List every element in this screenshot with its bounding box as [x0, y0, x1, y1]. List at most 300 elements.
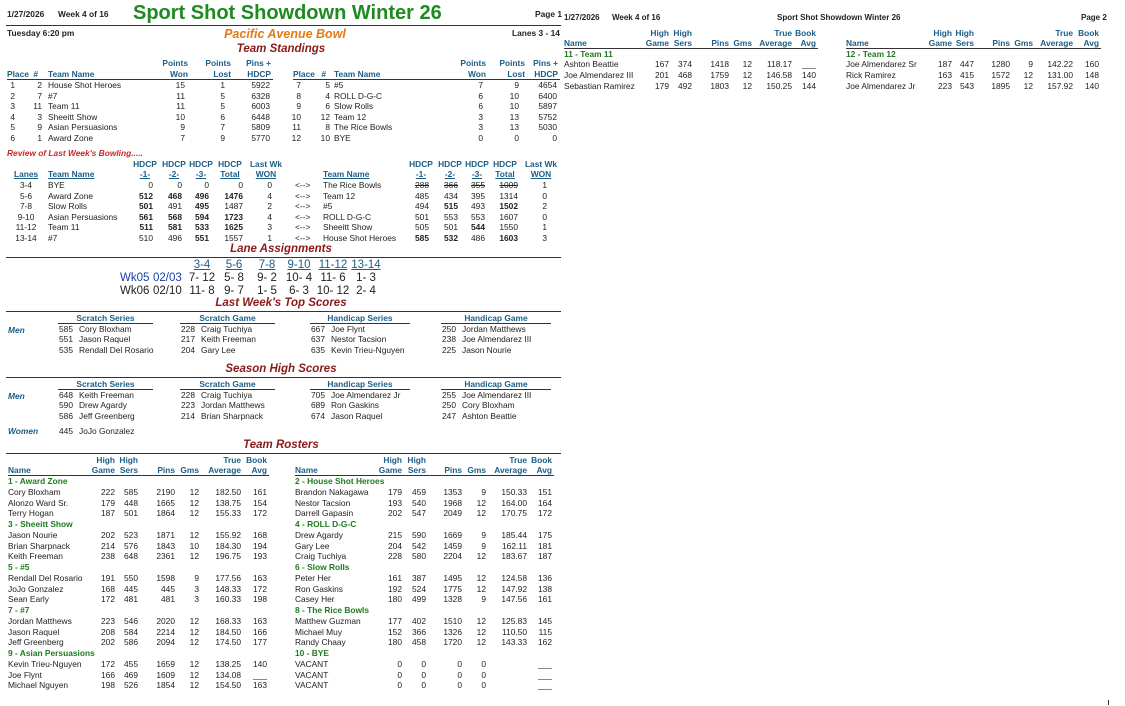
- p2-team-name: 12 - Team 12: [846, 49, 896, 59]
- standings-pins-hdcp: 6400: [538, 90, 557, 101]
- standings-header-num: #: [33, 69, 38, 79]
- roster-high-series: 0: [421, 669, 426, 680]
- review-game-score: 496: [195, 190, 209, 201]
- lane-assignments: [0, 258, 562, 298]
- standings-pins-hdcp: 5770: [251, 132, 270, 143]
- review-total: 1009: [499, 180, 518, 190]
- review-total: 1502: [499, 201, 518, 212]
- review-game-score: 486: [471, 233, 485, 243]
- standings-points-won: 7: [478, 80, 483, 90]
- roster-true-average: 184.50: [215, 626, 241, 637]
- review-team-name: #5: [323, 201, 333, 212]
- review-header-game2: HDCP: [162, 159, 186, 169]
- score-value: 250: [442, 324, 456, 334]
- review-game-score: 533: [195, 222, 209, 233]
- review-lanes: 13-14: [15, 233, 37, 243]
- p2-header-high-series: High: [955, 28, 974, 38]
- p2-header-true-average: True: [1055, 28, 1073, 38]
- standings-points-lost: 7: [220, 122, 225, 132]
- roster-player-name: Terry Hogan: [8, 508, 54, 519]
- roster-pins: 1495: [443, 572, 462, 583]
- standings-team-name: #7: [48, 90, 58, 101]
- review-arrow: <-->: [295, 211, 311, 222]
- roster-book-average: 194: [253, 540, 267, 551]
- standings-team-name: ROLL D-G-C: [334, 90, 383, 101]
- roster-high-series: 387: [412, 572, 426, 583]
- review-header-game1: HDCP: [133, 159, 157, 169]
- review-game-score: 511: [139, 222, 153, 233]
- review-game-score: 495: [195, 201, 209, 212]
- lane-date: 02/10: [153, 285, 182, 297]
- review-team-name: The Rice Bowls: [323, 180, 382, 190]
- p2-header-book-average: Book: [1078, 28, 1099, 38]
- roster-games: 12: [189, 626, 199, 637]
- roster-right-header-high-game: High: [383, 455, 402, 465]
- roster-player-name: Randy Chaay: [295, 637, 346, 648]
- roster-pins: 2094: [156, 637, 175, 648]
- roster-true-average: 183.67: [501, 551, 527, 562]
- review-arrow: <-->: [295, 190, 311, 201]
- top-scores-title: Last Week's Top Scores: [215, 297, 347, 309]
- roster-high-series: 0: [421, 680, 426, 691]
- lane-pairing: 2- 4: [356, 285, 376, 297]
- roster-high-game: 238: [101, 551, 115, 562]
- review-total: 1557: [224, 233, 243, 243]
- standings-place: 5: [10, 122, 15, 132]
- score-value: 223: [181, 400, 195, 411]
- standings-points-won: 10: [175, 111, 185, 122]
- roster-games: 9: [481, 540, 486, 551]
- roster-high-series: 586: [124, 637, 138, 648]
- roster-high-series: 459: [412, 486, 426, 497]
- lane-header: 5-6: [225, 259, 243, 271]
- p2-high-series: 447: [960, 59, 974, 69]
- roster-pins: 1609: [156, 669, 175, 680]
- review-arrow: <-->: [295, 201, 311, 212]
- roster-player-name: Drew Agardy: [295, 529, 343, 540]
- standings-points-lost: 6: [220, 111, 225, 122]
- standings-header-team: Team Name: [48, 69, 95, 79]
- page2-page-number: Page 2: [1081, 13, 1107, 22]
- review-arrow: <-->: [295, 233, 311, 243]
- score-value: 648: [59, 390, 73, 400]
- roster-book-average: 172: [538, 508, 552, 519]
- score-bowler-name: Kevin Trieu-Nguyen: [331, 344, 405, 355]
- standings-points-won: 15: [175, 80, 185, 90]
- p2-pins: 1280: [991, 59, 1010, 69]
- score-value: 551: [59, 334, 73, 345]
- score-value: 250: [442, 400, 456, 411]
- roster-book-average: 172: [253, 583, 267, 594]
- standings-team-name: Slow Rolls: [334, 101, 374, 111]
- roster-player-name: Sean Early: [8, 594, 49, 605]
- standings-header-place: Place: [7, 69, 29, 79]
- review-team-name: House Shot Heroes: [323, 233, 397, 243]
- score-bowler-name: Cory Bloxham: [79, 324, 132, 334]
- roster-true-average: 147.56: [501, 594, 527, 605]
- lane-pairing: 5- 8: [224, 272, 244, 284]
- standings-header-hdcp: Pins +: [533, 58, 558, 68]
- roster-games: 12: [189, 637, 199, 648]
- review-game-score: 288: [415, 180, 429, 190]
- p2-header-name: Name: [846, 38, 869, 48]
- review-team-name: Sheeitt Show: [323, 222, 373, 233]
- roster-high-game: 208: [101, 626, 115, 637]
- lane-header: 11-12: [318, 259, 348, 271]
- roster-high-game: 180: [388, 594, 402, 605]
- standings-points-won: 6: [478, 101, 483, 111]
- review-team-name: BYE: [48, 180, 65, 190]
- p2-header-true-average: Average: [1040, 38, 1073, 48]
- standings-place: 3: [10, 101, 15, 111]
- top-scores: [0, 312, 562, 362]
- roster-games: 12: [476, 551, 486, 562]
- review-game-score: 553: [444, 211, 458, 222]
- roster-high-series: 499: [412, 594, 426, 605]
- score-category-header: Handicap Series: [327, 379, 393, 389]
- roster-left-header-games: Gms: [180, 465, 199, 475]
- standings-team-number: 11: [33, 101, 42, 111]
- standings-header-hdcp: Pins +: [246, 58, 271, 68]
- review-won: 3: [542, 233, 547, 243]
- roster-pins: 1459: [443, 540, 462, 551]
- roster-games: 9: [194, 572, 199, 583]
- lane-pairing: 9- 7: [224, 285, 244, 297]
- roster-player-name: Peter Her: [295, 572, 331, 583]
- standings-team-name: Team 12: [334, 111, 367, 122]
- roster-book-average: 177: [253, 637, 267, 648]
- review-total: 1723: [224, 211, 243, 222]
- score-bowler-name: Joe Almendarez Jr: [331, 390, 401, 400]
- review-won: 1: [267, 233, 272, 243]
- score-bowler-name: Craig Tuchiya: [201, 324, 253, 334]
- roster-pins: 2361: [156, 551, 175, 562]
- roster-true-average: 177.56: [215, 572, 241, 583]
- standings-team-name: Asian Persuasions: [48, 122, 118, 132]
- roster-player-name: Nestor Tacsion: [295, 497, 351, 508]
- roster-high-series: 542: [412, 540, 426, 551]
- standings-place: 2: [10, 90, 15, 101]
- roster-games: 12: [476, 572, 486, 583]
- review-game-score: 501: [444, 222, 458, 233]
- roster-high-series: 584: [124, 626, 138, 637]
- roster-player-name: Jordan Matthews: [8, 615, 72, 626]
- review-lanes: 3-4: [19, 180, 33, 190]
- roster-true-average: 196.75: [215, 551, 241, 562]
- review-header-won: Last Wk: [524, 159, 558, 169]
- review-header-total: Total: [220, 169, 240, 179]
- standings-place: 1: [10, 80, 15, 90]
- standings-header-place: Place: [293, 69, 315, 79]
- score-value: 590: [59, 400, 73, 411]
- p2-header-pins: Pins: [992, 38, 1010, 48]
- review-won: 1: [542, 180, 547, 190]
- roster-pins: 0: [457, 658, 462, 669]
- roster-left-header-book-average: Avg: [251, 465, 267, 475]
- review-game-score: 585: [415, 233, 429, 243]
- review-header-won: WON: [530, 169, 552, 179]
- review-arrow: <-->: [295, 222, 311, 233]
- roster-true-average: 168.33: [215, 615, 241, 626]
- review-header-game3: -3-: [195, 169, 207, 179]
- roster-high-series: 585: [124, 486, 138, 497]
- review-header-won: Last Wk: [249, 159, 283, 169]
- standings-header-num: #: [321, 69, 326, 79]
- standings-pins-hdcp: 4654: [538, 80, 557, 90]
- roster-high-series: 523: [124, 529, 138, 540]
- standings-pins-hdcp: 5809: [251, 122, 270, 132]
- review-game-score: 491: [168, 201, 182, 212]
- review-total: 1476: [224, 190, 243, 201]
- roster-player-name: Alonzo Ward Sr.: [8, 497, 69, 508]
- roster-games: 10: [189, 540, 199, 551]
- score-value: 255: [442, 390, 456, 400]
- lane-pairing: 10- 4: [285, 272, 313, 284]
- p2-true-average: 150.25: [766, 80, 792, 91]
- standings-team-name: Award Zone: [48, 132, 94, 143]
- bowling-center: Pacific Avenue Bowl: [224, 27, 346, 41]
- roster-true-average: 143.33: [501, 637, 527, 648]
- standings-points-won: 11: [176, 90, 185, 101]
- standings-pins-hdcp: 0: [552, 132, 557, 143]
- roster-player-name: Gary Lee: [295, 540, 330, 551]
- score-bowler-name: Gary Lee: [201, 344, 236, 355]
- roster-book-average: 164: [538, 497, 552, 508]
- review-total: 1314: [499, 190, 518, 201]
- p2-true-average: 118.17: [767, 59, 792, 69]
- score-category-header: Scratch Series: [76, 379, 135, 389]
- roster-pins: 2049: [443, 508, 462, 519]
- review-team-name: Award Zone: [48, 190, 94, 201]
- score-value: 635: [311, 344, 325, 355]
- p2-header-high-game: High: [650, 28, 669, 38]
- roster-high-series: 469: [124, 669, 138, 680]
- roster-high-game: 166: [101, 669, 115, 680]
- lane-week: Wk05: [120, 272, 150, 284]
- roster-team-name: 5 - #5: [8, 562, 30, 572]
- standings-pins-hdcp: 5922: [251, 80, 270, 90]
- p2-high-game: 201: [655, 69, 669, 80]
- roster-games: 12: [476, 615, 486, 626]
- p2-games: 12: [742, 80, 752, 91]
- roster-team-name: 3 - Sheeitt Show: [8, 519, 73, 529]
- review-game-score: 395: [471, 190, 485, 201]
- roster-games: 12: [189, 486, 199, 497]
- score-gender-label: Women: [8, 426, 39, 436]
- lane-pairing: 7- 12: [188, 272, 216, 284]
- p2-pins: 1803: [710, 80, 729, 91]
- review-header-game2: HDCP: [438, 159, 462, 169]
- lane-pairing: 10- 12: [316, 285, 350, 297]
- page2-date: 1/27/2026: [564, 13, 600, 22]
- p2-true-average: 131.00: [1047, 69, 1073, 80]
- roster-team-name: 2 - House Shot Heroes: [295, 476, 385, 486]
- score-value: 586: [59, 410, 73, 421]
- roster-true-average: 182.50: [215, 486, 241, 497]
- score-gender-label: Men: [8, 325, 25, 335]
- roster-high-game: 202: [101, 529, 115, 540]
- standings-team-name: Team 11: [48, 101, 80, 111]
- p2-high-series: 468: [678, 69, 692, 80]
- roster-player-name: VACANT: [295, 669, 329, 680]
- score-bowler-name: Cory Bloxham: [462, 400, 515, 411]
- review-header-won: WON: [255, 169, 277, 179]
- review-game-score: 512: [139, 190, 153, 201]
- roster-right-header-high-series: High: [407, 455, 426, 465]
- standings-points-won: 3: [478, 111, 483, 122]
- p2-header-high-series: High: [673, 28, 692, 38]
- roster-player-name: Michael Nguyen: [8, 680, 69, 691]
- roster-left-header-book-average: Book: [246, 455, 267, 465]
- p2-book-average: 140: [802, 69, 816, 80]
- lane-pairing: 1- 3: [356, 272, 376, 284]
- score-value: 225: [442, 344, 456, 355]
- standings-points-lost: 10: [509, 101, 519, 111]
- season-high-title: Season High Scores: [225, 363, 337, 375]
- roster-games: 12: [476, 583, 486, 594]
- lane-date: 02/03: [153, 272, 182, 284]
- roster-left-header-high-game: High: [96, 455, 115, 465]
- standings-place: 9: [296, 101, 301, 111]
- standings-header-won: Won: [170, 69, 188, 79]
- p2-high-game: 179: [655, 80, 669, 91]
- standings-points-lost: 9: [220, 132, 225, 143]
- review-header-game1: -1-: [139, 169, 151, 179]
- review-header-game1: -1-: [415, 169, 427, 179]
- roster-high-game: 0: [397, 680, 402, 691]
- roster-right-header-games: Gms: [467, 465, 486, 475]
- roster-player-name: Cory Bloxham: [8, 486, 61, 497]
- roster-book-average: 163: [253, 680, 267, 691]
- standings-header-team: Team Name: [334, 69, 381, 79]
- p2-high-game: 167: [655, 59, 669, 69]
- review-team-name: Slow Rolls: [48, 201, 88, 212]
- page1-week: Week 4 of 16: [58, 9, 109, 19]
- score-category-header: Handicap Game: [464, 379, 528, 389]
- review-lanes: 9-10: [17, 211, 35, 222]
- roster-left-header-name: Name: [8, 465, 31, 475]
- review-game-score: 510: [139, 233, 153, 243]
- roster-pins: 1328: [443, 594, 462, 605]
- roster-book-average: 151: [538, 486, 552, 497]
- score-value: 238: [442, 334, 456, 345]
- roster-pins: 1353: [443, 486, 462, 497]
- standings-points-lost: 9: [514, 80, 519, 90]
- standings-place: 7: [296, 80, 301, 90]
- page1-page-number: Page 1: [535, 9, 563, 19]
- roster-true-average: 148.33: [215, 583, 241, 594]
- roster-high-game: 191: [101, 572, 115, 583]
- roster-player-name: Jason Raquel: [8, 626, 60, 637]
- standings-header-won: Points: [162, 58, 188, 68]
- review-game-score: 581: [168, 222, 182, 233]
- roster-pins: 1968: [443, 497, 462, 508]
- roster-high-game: 180: [388, 637, 402, 648]
- score-category-header: Scratch Game: [199, 379, 256, 389]
- p2-true-average: 157.92: [1047, 80, 1073, 91]
- roster-high-series: 547: [412, 508, 426, 519]
- page2-week: Week 4 of 16: [612, 13, 661, 22]
- roster-team-name: 10 - BYE: [295, 648, 329, 658]
- score-bowler-name: Jason Raquel: [79, 334, 131, 345]
- p2-games: 9: [1028, 59, 1033, 69]
- review-game-score: 501: [415, 211, 429, 222]
- p2-header-true-average: Average: [759, 38, 792, 48]
- roster-pins: 2214: [156, 626, 175, 637]
- roster-high-game: 161: [388, 572, 402, 583]
- review-total: 1487: [224, 201, 243, 212]
- review-game-score: 0: [204, 180, 209, 190]
- review-game-score: 496: [168, 233, 182, 243]
- review-header-game2: -2-: [168, 169, 180, 179]
- review-game-score: 494: [415, 201, 429, 212]
- score-category-header: Scratch Series: [76, 313, 135, 323]
- review-header-total: HDCP: [493, 159, 517, 169]
- review-header-total: Total: [495, 169, 515, 179]
- p2-player-name: Joe Almendarez III: [564, 69, 634, 80]
- score-bowler-name: Brian Sharpnack: [201, 410, 263, 421]
- p2-book-average: ___: [802, 59, 816, 69]
- score-bowler-name: Jason Nourie: [462, 344, 512, 355]
- roster-pins: 1669: [443, 529, 462, 540]
- standings-points-lost: 1: [220, 80, 225, 90]
- roster-book-average: 145: [538, 615, 552, 626]
- roster-high-game: 223: [101, 615, 115, 626]
- roster-high-series: 648: [124, 551, 138, 562]
- roster-player-name: JoJo Gonzalez: [8, 583, 64, 594]
- roster-pins: 1871: [156, 529, 175, 540]
- p2-player-name: Joe Almendarez Sr: [846, 59, 917, 69]
- score-bowler-name: JoJo Gonzalez: [79, 426, 135, 436]
- standings-place: 12: [291, 132, 301, 143]
- standings-points-won: 11: [176, 101, 185, 111]
- p2-header-games: Gms: [733, 38, 752, 48]
- roster-player-name: Rendall Del Rosario: [8, 572, 83, 583]
- review-header-game3: -3-: [471, 169, 483, 179]
- roster-true-average: 155.92: [215, 529, 241, 540]
- roster-pins: 1510: [443, 615, 462, 626]
- roster-book-average: 163: [253, 615, 267, 626]
- review-lanes: 11-12: [15, 222, 37, 233]
- standings-place: 4: [10, 111, 15, 122]
- roster-high-game: 179: [388, 486, 402, 497]
- lane-header: 3-4: [193, 259, 211, 271]
- roster-games: 9: [481, 594, 486, 605]
- p2-header-pins: Pins: [711, 38, 729, 48]
- standings-points-lost: 5: [220, 101, 225, 111]
- standings-team-name: #5: [334, 80, 344, 90]
- roster-player-name: Keith Freeman: [8, 551, 63, 562]
- standings-place: 8: [296, 90, 301, 101]
- standings-pins-hdcp: 5030: [538, 122, 557, 132]
- roster-left-header-true-average: Average: [208, 465, 241, 475]
- p2-games: 12: [1023, 80, 1033, 91]
- roster-high-game: 0: [397, 658, 402, 669]
- roster-games: 12: [189, 508, 199, 519]
- p2-header-book-average: Book: [795, 28, 816, 38]
- roster-book-average: 115: [538, 626, 552, 637]
- roster-games: 12: [476, 637, 486, 648]
- review-header-team: Team Name: [323, 169, 370, 179]
- team-rosters-title: Team Rosters: [243, 439, 319, 451]
- roster-high-game: 214: [101, 540, 115, 551]
- review-lanes: 5-6: [19, 190, 33, 201]
- p2-true-average: 142.22: [1047, 59, 1073, 69]
- p2-book-average: 148: [1085, 69, 1099, 80]
- standings-team-number: 6: [325, 101, 330, 111]
- score-bowler-name: Jordan Matthews: [462, 324, 526, 334]
- roster-book-average: 154: [253, 497, 267, 508]
